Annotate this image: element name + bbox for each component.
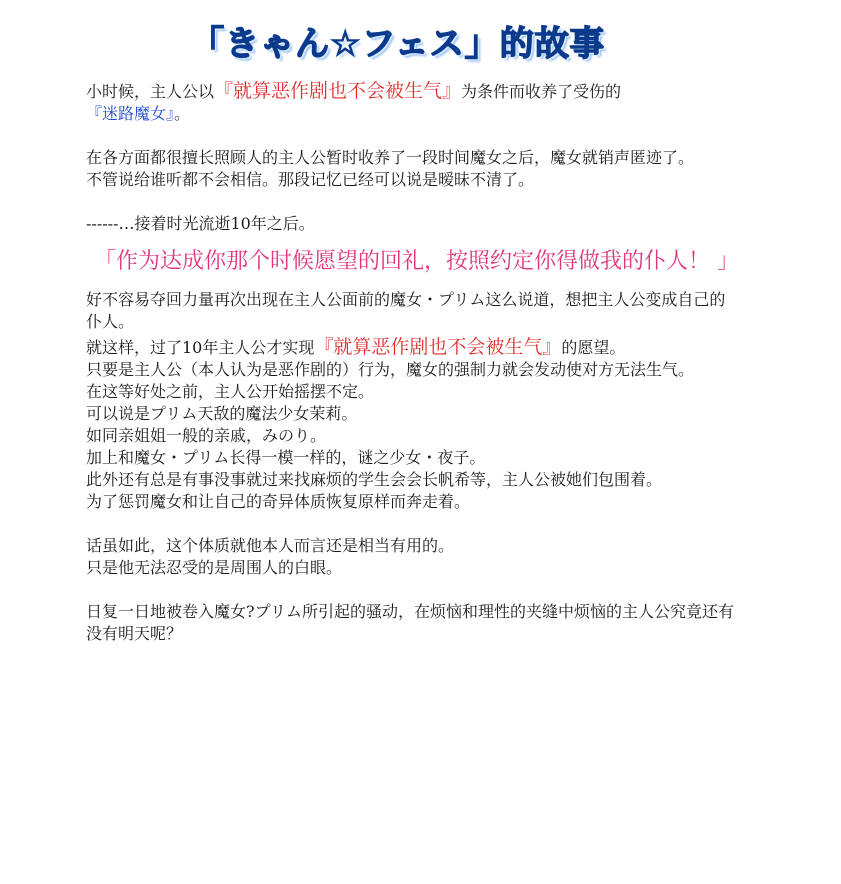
paragraph-waver: 在这等好处之前，主人公开始摇摆不定。 xyxy=(86,382,375,401)
paragraph-power: 只要是主人公（本人认为是恶作剧的）行为，魔女的强制力就会发动使对方无法生气。 xyxy=(86,360,695,379)
paragraph-wish-granted xyxy=(86,336,736,359)
title-suffix: 的故事 xyxy=(499,24,605,64)
page-title xyxy=(190,22,605,66)
paragraph-ending: 日复一日地被卷入魔女?プリム所引起的骚动，在烦恼和理性的夹缝中烦恼的主人公究竟还有没有明天呢？ xyxy=(86,602,734,643)
intro-post: 为条件而收养了受伤的 xyxy=(461,82,622,101)
wish-highlight: 『就算恶作剧也不会被生气』 xyxy=(314,336,562,358)
paragraph-yoruko: 加上和魔女・プリム长得一模一样的，谜之少女・夜子。 xyxy=(86,448,486,467)
paragraph-minori: 如同亲姐姐一般的亲戚，みのり。 xyxy=(86,426,327,445)
intro-highlight: 『就算恶作剧也不会被生气』 xyxy=(214,80,462,102)
witch-quote: 「作为达成你那个时候愿望的回礼，按照约定你得做我的仆人！ 」 xyxy=(94,249,739,274)
paragraph-time-skip: ‐‐‐‐‐‐…接着时光流逝10年之后。 xyxy=(86,214,315,233)
wish-pre: 就这样，过了10年主人公才实现 xyxy=(86,338,315,357)
paragraph-stares: 只是他无法忍受的是周围人的白眼。 xyxy=(86,558,343,577)
title-main: 「きゃん☆フェス」 xyxy=(190,24,500,64)
paragraph-memory: 不管说给谁听都不会相信。那段记忆已经可以说是暧昧不清了。 xyxy=(86,170,535,189)
wish-post: 的愿望。 xyxy=(561,338,626,357)
paragraph-hoki: 此外还有总是有事没事就过来找麻烦的学生会会长帆希等，主人公被她们包围着。 xyxy=(86,470,663,489)
paragraph-witch-returns: 好不容易夺回力量再次出现在主人公面前的魔女・プリム这么说道，想把主人公变成自己的仆人。 xyxy=(86,290,726,331)
story-text xyxy=(86,80,739,645)
intro-witch-name: 『迷路魔女』 xyxy=(86,104,175,123)
paragraph-quest: 为了惩罚魔女和让自己的奇异体质恢复原样而奔走着。 xyxy=(86,492,471,511)
intro-pre: 小时候，主人公以 xyxy=(86,82,215,101)
intro-end: 。 xyxy=(174,104,191,123)
paragraph-intro xyxy=(86,80,736,125)
paragraph-disappear: 在各方面都很擅长照顾人的主人公暂时收养了一段时间魔女之后，魔女就销声匿迹了。 xyxy=(86,148,695,167)
paragraph-matsuri: 可以说是プリム天敌的魔法少女茉莉。 xyxy=(86,404,358,423)
paragraph-useful: 话虽如此，这个体质就他本人而言还是相当有用的。 xyxy=(86,536,455,555)
